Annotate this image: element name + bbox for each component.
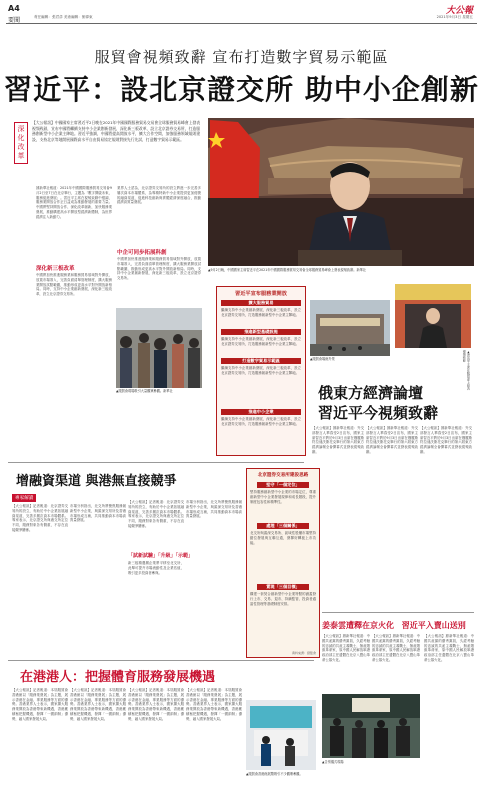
finance-text-2: 市場分析指出，北交所將聚焦服務創新型中小企業，與滬深交易所及香港市場形成互補，共同推動資本市場高質量發展。 <box>70 504 126 523</box>
xi-speech-photo <box>208 118 474 266</box>
lead-subhead-2: 中企可同步拓展科創 <box>117 250 167 256</box>
hk-photo-caption: ▲服貿會香港館展覽吸引不少觀眾參觀。 <box>246 772 303 776</box>
russia-text-b: 【大公報訊】據新華社報道：外交部發言人華春瑩2日宣布，國家主席習近平將於9月3日出席在俄羅斯符拉迪沃斯托克舉行的第六屆東方經濟論壇全會開幕式並發表視頻致辭。 <box>366 426 418 454</box>
russia-text-c: 【大公報訊】據新華社報道：外交部發言人華春瑩2日宣布，國家主席習近平將於9月3日出席在俄羅斯符拉迪沃斯托克舉行的第六屆東方經濟論壇全會開幕式並發表視頻致辭。 <box>420 426 472 454</box>
page-header <box>0 0 483 26</box>
hk-rule <box>8 660 314 661</box>
funeral-text-c: 【大公報訊】據新華社報道：中國共產黨的優秀黨員，久經考驗的忠誠的共產主義戰士，無產階級革命家，原中國人民解放軍總政治部主任遺體在北京八寶山革命公墓火化。 <box>424 634 474 662</box>
lead-subhead-1: 深化新三板改革 <box>36 266 75 272</box>
russia-text-a: 【大公報訊】據新華社報道：外交部發言人華春瑩2日宣布，國家主席習近平將於9月3日出席在俄羅斯符拉迪沃斯托克舉行的第六屆東方經濟論壇全會開幕式並發表視頻致辭。 <box>312 426 364 454</box>
funeral-headline-1: 姜泰雲遭釋在京火化 <box>322 621 394 630</box>
russia-headline-1: 俄東方經濟論壇 <box>318 384 424 402</box>
hk-text-4: 【大公報訊】記者報道：本屆服貿會香港館以「服務業發展」為主題，展示香港在金融、專業服務等方面的優勢。香港業界人士表示，國家擴大服務業開放為香港帶來新機遇，香港應積極把握機遇，發揮「一國兩制」優勢，融入國家發展大局。 <box>186 688 242 721</box>
bjs-text-3: 構建一套契合創新型中小企業特點的涵蓋發行上市、交易、退市、持續監管、投資者適當性管理等基礎制度安排。 <box>250 592 316 606</box>
service-box-title: 習近平宣布服務業開放 <box>235 291 287 297</box>
masthead-info: 責任編輯：張君彥 美術編輯：劉偉東 <box>34 15 93 19</box>
hk-text-2: 【大公報訊】記者報道：本屆服貿會香港館以「服務業發展」為主題，展示香港在金融、專業服務等方面的優勢。香港業界人士表示，國家擴大服務業開放為香港帶來新機遇，香港應積極把握機遇，發揮「一國兩制」優勢，融入國家發展大局。 <box>70 688 126 721</box>
hk-headline: 在港港人：把握體育服務發展機遇 <box>20 670 216 685</box>
issue-date: 2021年9月3日 星期五 <box>436 15 473 19</box>
funeral-text-b: 【大公報訊】據新華社報道：中國共產黨的優秀黨員，久經考驗的忠誠的共產主義戰士，無產階級革命家，原中國人民解放軍總政治部主任遺體在北京八寶山革命公墓火化。 <box>372 634 420 662</box>
finance-text-3: 【大公報訊】記者報道：北京證券交易所的設立，有助於中小企業拓展融資渠道，完善多層次資本市場體系。專家表示，北京證交所與港交所定位不同，服務對象各有側重，不存在直接競爭關係。 <box>128 500 184 528</box>
box-section-1: 擴大服務貿易 <box>221 300 301 306</box>
bjs-text-1: 堅持服務創新型中小企業的市場定位，尊重創新型中小企業發展規律和成長階段，提升制度包容性和精準性。 <box>250 490 316 504</box>
bjs-text-2: 北交所與滬深交易所、區域性股權市場堅持錯位發展與互聯互通，發揮好轉板上市功能。 <box>250 531 316 545</box>
lead-text-mid: 中國將加快推進服務業和服務貿易領域對外開放，放寬市場准入，完善負面清單管理制度，擴大服務業開放試點範圍，推動形成更高水平對外開放新格局。同時，支持中小企業創新發展，深化新三板改革，設立北京證券交易所。 <box>36 273 112 297</box>
lead-text-left: 據新華社報道：2021年中國國際服務貿易交易會9月2日至7日在北京舉行，主題為「數字開啟未來，服務促進發展」。習近平主席在視頻致辭中強調，服務業開放合作正日益成為推動發展的重要力量。中國將堅持開放合作、深化改革創新，加快服務業發展，推動構建高水平開放型經濟新體制，為世界經濟注入新動力。 <box>36 186 112 219</box>
bjs-box <box>246 468 320 658</box>
section-label: 要聞 <box>8 17 21 24</box>
funeral-photo-caption: ▲告別儀式現場 <box>322 760 344 764</box>
box-text-2: 繼續支持中小企業創新發展，深化新三板改革，設立北京證券交易所，打造服務創新型中小企業主陣地。 <box>221 337 301 346</box>
hk-photo <box>246 700 316 770</box>
box-section-2: 推進新型基礎設施 <box>221 329 301 335</box>
bjs-tag-2: 處理「三個關係」 <box>257 523 309 529</box>
box-text-4: 繼續支持中小企業創新發展，深化新三板改革，設立北京證券交易所，打造服務創新型中小企業主陣地。 <box>221 417 301 426</box>
lead-intro: 【大公報訊】中國國家主席習近平2日晚在2021年中國國際服務貿易交易會全球服務貿易峰會上發表視頻致辭，宣布中國將繼續支持中小企業創新發展，深化新三板改革，設立北京證券交易所，打造服務創新型中小企業主陣地。習近平強調，中國將提高開放水平，擴大合作空間，加強服務領域規則建設，支持北京等地開展國際高水平自由貿易協定規則對接先行先試，打造數字貿易示範區。 <box>32 120 200 142</box>
bjs-tag-3: 實現「三個目標」 <box>257 584 309 590</box>
lead-text-right-a: 業界人士認為，北京證券交易所的設立將進一步完善多層次資本市場體系，為專精特新中小企業提供更加便捷的融資渠道，促進科技創新與實體經濟深度融合，推動經濟高質量發展。 <box>117 186 201 205</box>
bjs-source: 資料來源：證監會 <box>291 651 316 655</box>
finance-tag: 專家解讀 <box>12 494 36 502</box>
feature-photo-caption: ▲習近平主席在服貿會上發表視頻致辭 <box>462 350 471 390</box>
box-section-4: 推進中小企業 <box>221 409 301 415</box>
russia-headline-2: 習近平今視頻致辭 <box>318 404 439 422</box>
funeral-text-a: 【大公報訊】據新華社報道：中國共產黨的優秀黨員，久經考驗的忠誠的共產主義戰士，無產階級革命家，原中國人民解放軍總政治部主任遺體在北京八寶山革命公墓火化。 <box>322 634 370 662</box>
crowd-photo-caption: ▲服貿會現場吸引大量觀眾參觀。新華社 <box>116 389 173 393</box>
hk-text-1: 【大公報訊】記者報道：本屆服貿會香港館以「服務業發展」為主題，展示香港在金融、專業服務等方面的優勢。香港業界人士表示，國家擴大服務業開放為香港帶來新機遇，香港應積極把握機遇，發揮「一國兩制」優勢，融入國家發展大局。 <box>12 688 68 721</box>
header-rule <box>6 23 477 24</box>
finance-text-1: 【大公報訊】記者報道：北京證券交易所的設立，有助於中小企業拓展融資渠道，完善多層次資本市場體系。專家表示，北京證交所與港交所定位不同，服務對象各有側重，不存在直接競爭關係。 <box>12 504 68 532</box>
newspaper-logo: 大公報 <box>445 6 473 16</box>
lead-headline: 習近平：設北京證交所 助中小企創新 <box>4 73 479 106</box>
service-box <box>216 286 306 456</box>
funeral-photo <box>322 694 420 758</box>
feature-photo <box>395 284 471 348</box>
lead-kicker: 服貿會視頻致辭 宣布打造數字貿易示範區 <box>94 48 389 66</box>
main-photo-caption: ▲9月2日晚，中國國家主席習近平在2021年中國國際服務貿易交易會全球服務貿易峰會上發表視頻致辭。新華社 <box>208 268 367 272</box>
box-section-3: 打造數字貿易示範區 <box>221 358 301 364</box>
funeral-headline <box>322 620 466 631</box>
box-text-3: 繼續支持中小企業創新發展，深化新三板改革，設立北京證券交易所，打造服務創新型中小企業主陣地。 <box>221 366 301 375</box>
right-bottom-rule <box>322 612 474 613</box>
hk-text-3: 【大公報訊】記者報道：本屆服貿會香港館以「服務業發展」為主題，展示香港在金融、專業服務等方面的優勢。香港業界人士表示，國家擴大服務業開放為香港帶來新機遇，香港應積極把握機遇，發揮「一國兩制」優勢，融入國家發展大局。 <box>128 688 184 721</box>
bjs-tag-1: 堅守「一個定位」 <box>257 482 309 488</box>
box-text-1: 繼續支持中小企業創新發展，深化新三板改革，設立北京證券交易所，打造服務創新型中小企業主陣地。 <box>221 308 301 317</box>
lead-text-right-b: 中國將加快推進服務業和服務貿易領域對外開放，放寬市場准入，完善負面清單管理制度，擴大服務業開放試點範圍，推動形成更高水平對外開放新格局。同時，支持中小企業創新發展，深化新三板改革，設立北京證券交易所。 <box>117 257 201 281</box>
finance-rule <box>8 462 304 463</box>
finance-text-5: 市場分析指出，北交所將聚焦服務創新型中小企業，與滬深交易所及香港市場形成互補，共同推動資本市場高質量發展。 <box>186 500 242 519</box>
funeral-headline-2: 習近平入賣山送別 <box>401 621 466 630</box>
finance-text-4: 新三板精選層企業將平移至北交所，此舉可提升市場流動性及企業估值，吸引更多投資者參與。 <box>128 561 184 575</box>
finance-headline: 增融資渠道 與港無直接競爭 <box>16 474 177 489</box>
bjs-title: 北京證券交易所建設思路 <box>257 473 309 478</box>
crowd-photo <box>116 308 202 388</box>
venue-photo <box>310 300 390 356</box>
venue-photo-caption: ▲服貿會場館外景 <box>310 357 335 361</box>
finance-subhead: 「試新試驗」「升級」「示範」 <box>128 553 194 559</box>
page-code: A4 <box>8 4 20 13</box>
vertical-tag: 深化改革 <box>14 122 28 164</box>
